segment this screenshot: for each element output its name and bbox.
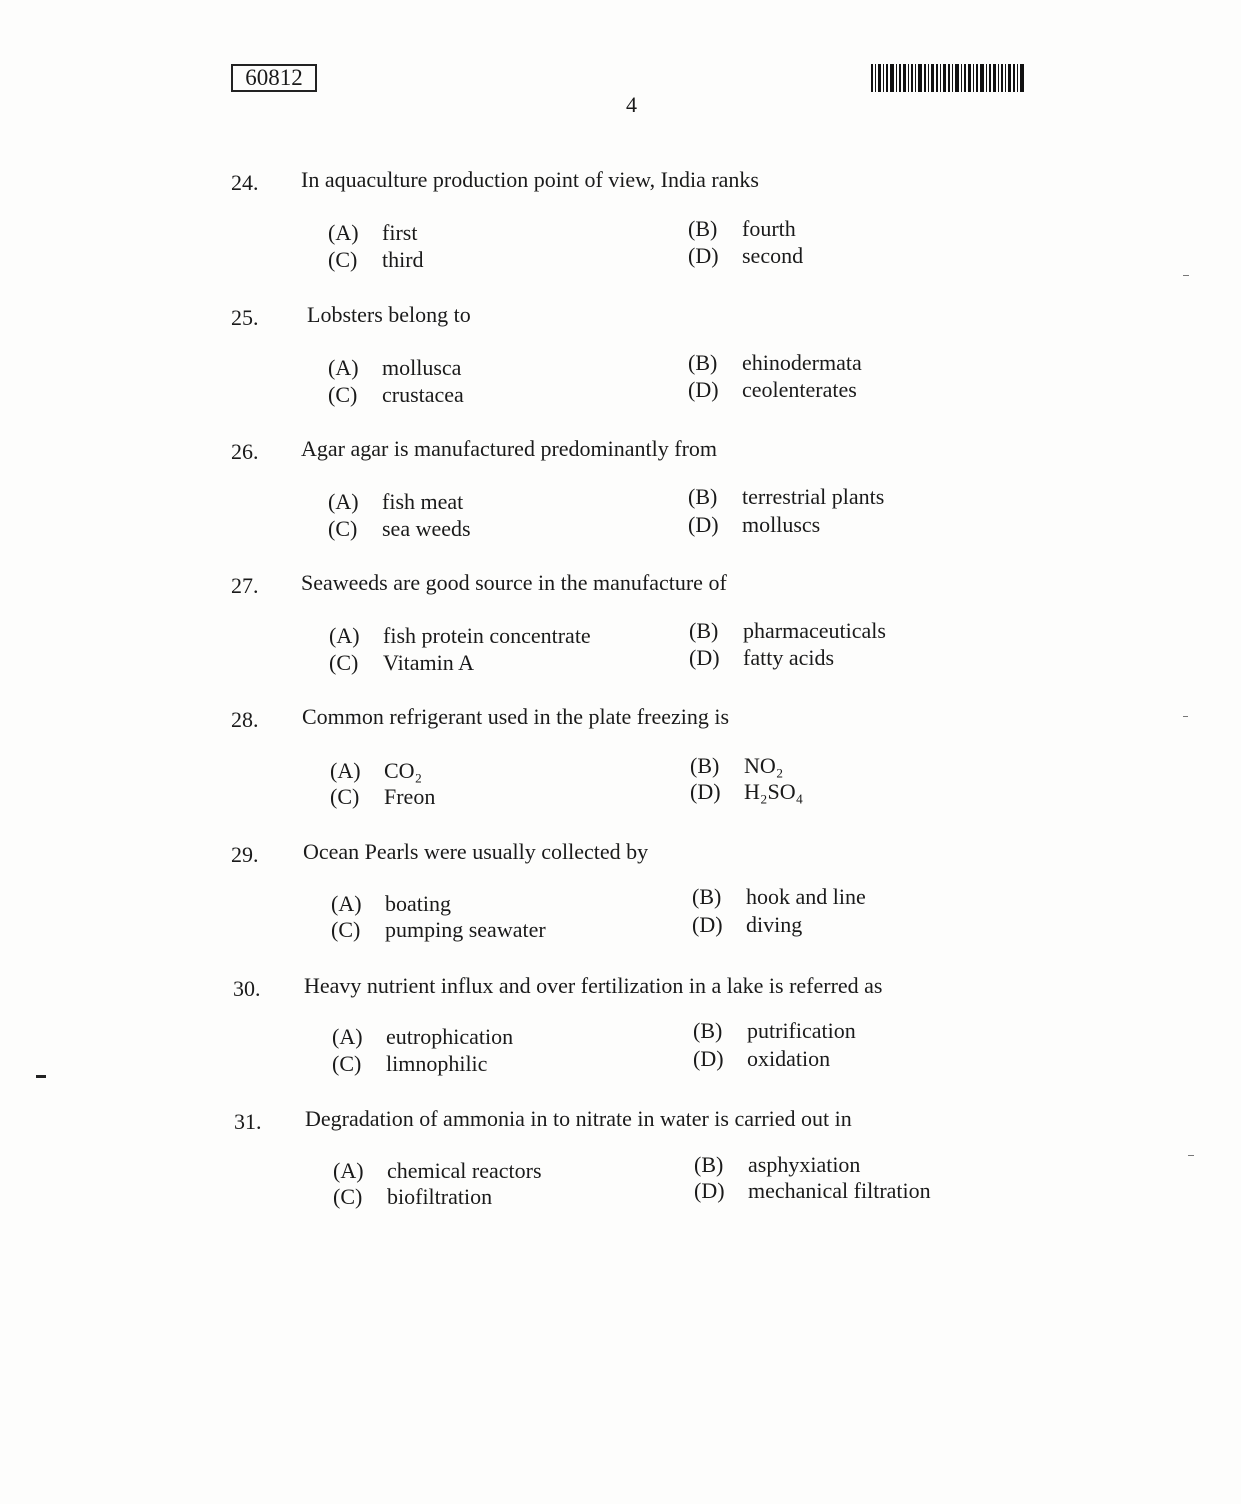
option-text: sea weeds — [382, 516, 471, 541]
question-number: 26. — [231, 439, 259, 464]
option-text: pumping seawater — [385, 917, 546, 942]
option-label: (D) — [688, 243, 719, 268]
question-text: Lobsters belong to — [307, 302, 471, 327]
option-label: (A) — [330, 758, 361, 783]
question-text: Seaweeds are good source in the manufacture of — [301, 570, 727, 595]
scan-mark — [1188, 1155, 1194, 1156]
option-label: (D) — [694, 1178, 725, 1203]
option-a — [331, 891, 451, 917]
option-label: (D) — [688, 512, 719, 537]
option-label: (B) — [689, 618, 719, 643]
question-number: 30. — [233, 976, 261, 1001]
option-a — [332, 1024, 513, 1050]
option-c — [328, 247, 424, 273]
option-label: (A) — [332, 1024, 363, 1049]
option-c — [331, 917, 546, 943]
question-27 — [0, 570, 1241, 703]
question-26 — [0, 436, 1241, 569]
option-text: fatty acids — [743, 645, 835, 670]
option-text: pharmaceuticals — [743, 618, 886, 643]
option-text: ceolenterates — [742, 377, 857, 402]
option-d — [693, 1046, 830, 1072]
option-label: (B) — [694, 1152, 724, 1177]
option-a — [328, 489, 463, 515]
option-d — [694, 1178, 931, 1204]
option-b — [688, 216, 796, 242]
option-b — [689, 618, 886, 644]
option-text: asphyxiation — [748, 1152, 861, 1177]
option-label: (C) — [330, 784, 360, 809]
question-number: 24. — [231, 170, 259, 195]
option-label: (B) — [692, 884, 722, 909]
question-number: 29. — [231, 842, 259, 867]
question-number: 27. — [231, 573, 259, 598]
option-text: biofiltration — [387, 1184, 493, 1209]
option-label: (A) — [333, 1158, 364, 1183]
option-label: (C) — [333, 1184, 363, 1209]
option-text: first — [382, 220, 418, 245]
option-d — [688, 377, 857, 403]
question-number: 28. — [231, 707, 259, 732]
option-text: boating — [385, 891, 451, 916]
question-number: 31. — [234, 1109, 262, 1134]
option-a — [333, 1158, 542, 1184]
question-30 — [0, 973, 1241, 1106]
option-label: (B) — [688, 216, 718, 241]
option-text: crustacea — [382, 382, 464, 407]
option-label: (B) — [688, 350, 718, 375]
option-c — [328, 382, 464, 408]
option-label: (C) — [332, 1051, 362, 1076]
option-label: (A) — [329, 623, 360, 648]
option-text: second — [742, 243, 804, 268]
option-c — [333, 1184, 492, 1210]
option-label: (B) — [690, 753, 720, 778]
question-text: Agar agar is manufactured predominantly from — [301, 436, 718, 461]
option-b — [694, 1152, 860, 1178]
paper-code-box — [231, 64, 317, 92]
option-b — [690, 753, 783, 779]
barcode-icon — [871, 64, 1024, 92]
option-text: NO₂ — [744, 753, 784, 778]
option-label: (D) — [693, 1046, 724, 1071]
option-b — [693, 1018, 856, 1044]
option-label: (A) — [328, 355, 359, 380]
question-28 — [0, 704, 1241, 837]
option-a — [330, 758, 422, 784]
question-25 — [0, 302, 1241, 435]
option-b — [688, 484, 884, 510]
option-text: fish meat — [382, 489, 464, 514]
question-text: Common refrigerant used in the plate freezing is — [302, 704, 730, 729]
option-text: mechanical filtration — [748, 1178, 931, 1203]
option-text: molluscs — [742, 512, 821, 537]
page-number: 4 — [626, 92, 637, 117]
paper-code: 60812 — [245, 65, 303, 90]
option-label: (C) — [328, 516, 358, 541]
question-text: Degradation of ammonia in to nitrate in water is carried out in — [305, 1106, 852, 1131]
option-b — [688, 350, 862, 376]
option-d — [689, 645, 834, 671]
option-b — [692, 884, 866, 910]
question-text: Heavy nutrient influx and over fertilization in a lake is referred as — [304, 973, 883, 998]
option-label: (D) — [692, 912, 723, 937]
option-label: (C) — [328, 382, 358, 407]
option-label: (A) — [328, 220, 359, 245]
scan-mark — [1183, 275, 1189, 276]
scan-mark — [1183, 716, 1188, 717]
option-d — [690, 779, 803, 805]
option-c — [328, 516, 471, 542]
option-c — [330, 784, 435, 810]
option-text: CO₂ — [384, 758, 423, 783]
option-a — [329, 623, 591, 649]
option-c — [329, 650, 474, 676]
option-label: (D) — [690, 779, 721, 804]
option-d — [692, 912, 802, 938]
option-text: third — [382, 247, 424, 272]
option-text: eutrophication — [386, 1024, 514, 1049]
option-label: (B) — [693, 1018, 723, 1043]
option-label: (A) — [328, 489, 359, 514]
option-a — [328, 220, 417, 246]
option-d — [688, 512, 820, 538]
scan-mark — [36, 1075, 46, 1078]
option-a — [328, 355, 461, 381]
option-text: Freon — [384, 784, 436, 809]
option-label: (C) — [331, 917, 361, 942]
option-text: chemical reactors — [387, 1158, 542, 1183]
option-text: putrification — [747, 1018, 856, 1043]
option-text: fish protein concentrate — [383, 623, 591, 648]
option-label: (B) — [688, 484, 718, 509]
question-29 — [0, 839, 1241, 972]
question-31 — [0, 1106, 1241, 1239]
option-label: (C) — [328, 247, 358, 272]
option-d — [688, 243, 803, 269]
option-label: (C) — [329, 650, 359, 675]
option-label: (D) — [688, 377, 719, 402]
option-label: (D) — [689, 645, 720, 670]
option-text: hook and line — [746, 884, 866, 909]
option-text: diving — [746, 912, 803, 937]
option-text: Vitamin A — [383, 650, 474, 675]
question-text: Ocean Pearls were usually collected by — [303, 839, 649, 864]
option-text: limnophilic — [386, 1051, 488, 1076]
question-number: 25. — [231, 305, 259, 330]
option-text: oxidation — [747, 1046, 831, 1071]
option-text: terrestrial plants — [742, 484, 885, 509]
option-c — [332, 1051, 487, 1077]
option-text: fourth — [742, 216, 796, 241]
question-text: In aquaculture production point of view, India ranks — [301, 167, 759, 192]
option-label: (A) — [331, 891, 362, 916]
option-text: ehinodermata — [742, 350, 862, 375]
option-text: mollusca — [382, 355, 462, 380]
option-text: H₂SO₄ — [744, 779, 804, 804]
question-24 — [0, 167, 1241, 300]
